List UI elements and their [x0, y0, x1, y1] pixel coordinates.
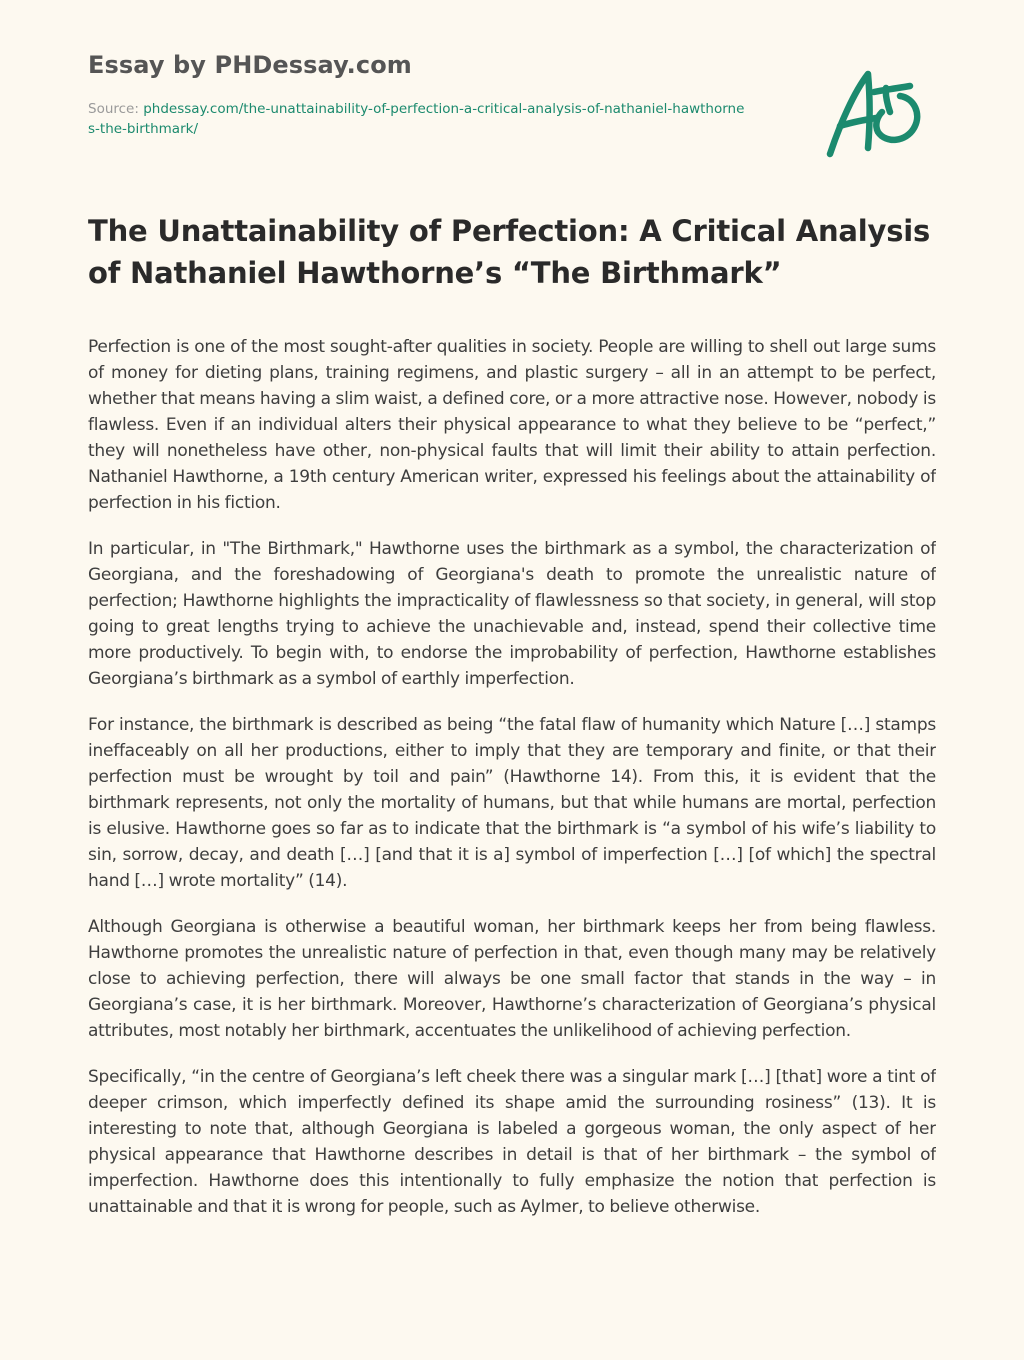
essay-paragraph: Although Georgiana is otherwise a beautiful woman, her birthmark keeps her from being flawless. Hawthorne promotes the unrealistic nature of perfection in that, even though many may be relatively close to achieving perfection, there will always be one small factor that stands in the way – in Georgiana’s case, it is her birthmark. Moreover, Hawthorne’s characterization of Georgiana’s physical attributes, most notably her birthmark, accentuates the unlikelihood of achieving perfection. — [88, 917, 936, 1041]
page-header — [88, 48, 788, 139]
essay-paragraph: For instance, the birthmark is described as being “the fatal flaw of humanity which Nature […] stamps ineffaceably on all her productions, either to imply that they are temporary and finite, or that their perfection must be wrought by toil and pain” (Hawthorne 14). From this, it is evident that the birthmark represents, not only the mortality of humans, but that while humans are mortal, perfection is elusive. Hawthorne goes so far as to indicate that the birthmark is “a symbol of his wife’s liability to sin, sorrow, decay, and death […] [and that it is a] symbol of imperfection […] [of which] the spectral hand […] wrote mortality” (14). — [88, 715, 936, 891]
source-label: Source: — [88, 101, 144, 117]
essay-body — [88, 334, 936, 1316]
essay-paragraph: Perfection is one of the most sought-after qualities in society. People are willing to shell out large sums of money for dieting plans, training regimens, and plastic surgery – all in an attempt to be perfect, whether that means having a slim waist, a defined core, or a more attractive nose. However, nobody is flawless. Even if an individual alters their physical appearance to what they believe to be “perfect,” they will nonetheless have other, non-physical faults that will limit their ability to attain perfection. Nathaniel Hawthorne, a 19th century American writer, expressed his feelings about the attainability of perfection in his fiction. — [88, 337, 936, 513]
a-plus-grade-icon — [818, 62, 930, 162]
source-link[interactable]: phdessay.com/the-unattainability-of-perfection-a-critical-analysis-of-nathaniel-hawthornes-the-birthmark/ — [88, 101, 745, 137]
essay-title: The Unattainability of Perfection: A Critical Analysis of Nathaniel Hawthorne’s “The Birthmark” — [88, 214, 931, 290]
site-title: Essay by PHDessay.com — [88, 51, 412, 79]
essay-paragraph: In particular, in "The Birthmark," Hawthorne uses the birthmark as a symbol, the characterization of Georgiana, and the foreshadowing of Georgiana's death to promote the unrealistic nature of perfection; Hawthorne highlights the impracticality of flawlessness so that society, in general, will stop going to great lengths trying to achieve the unachievable and, instead, spend their collective time more productively. To begin with, to endorse the improbability of perfection, Hawthorne establishes Georgiana’s birthmark as a symbol of earthly imperfection. — [88, 539, 936, 689]
essay-paragraph: Specifically, “in the centre of Georgiana’s left cheek there was a singular mark […] [that] wore a tint of deeper crimson, which imperfectly defined its shape amid the surrounding rosiness” (13). It is interesting to note that, although Georgiana is labeled a gorgeous woman, the only aspect of her physical appearance that Hawthorne describes in detail is that of her birthmark – the symbol of imperfection. Hawthorne does this intentionally to fully emphasize the notion that perfection is unattainable and that it is wrong for people, such as Aylmer, to believe otherwise. — [88, 1067, 936, 1217]
source-line — [88, 99, 748, 139]
